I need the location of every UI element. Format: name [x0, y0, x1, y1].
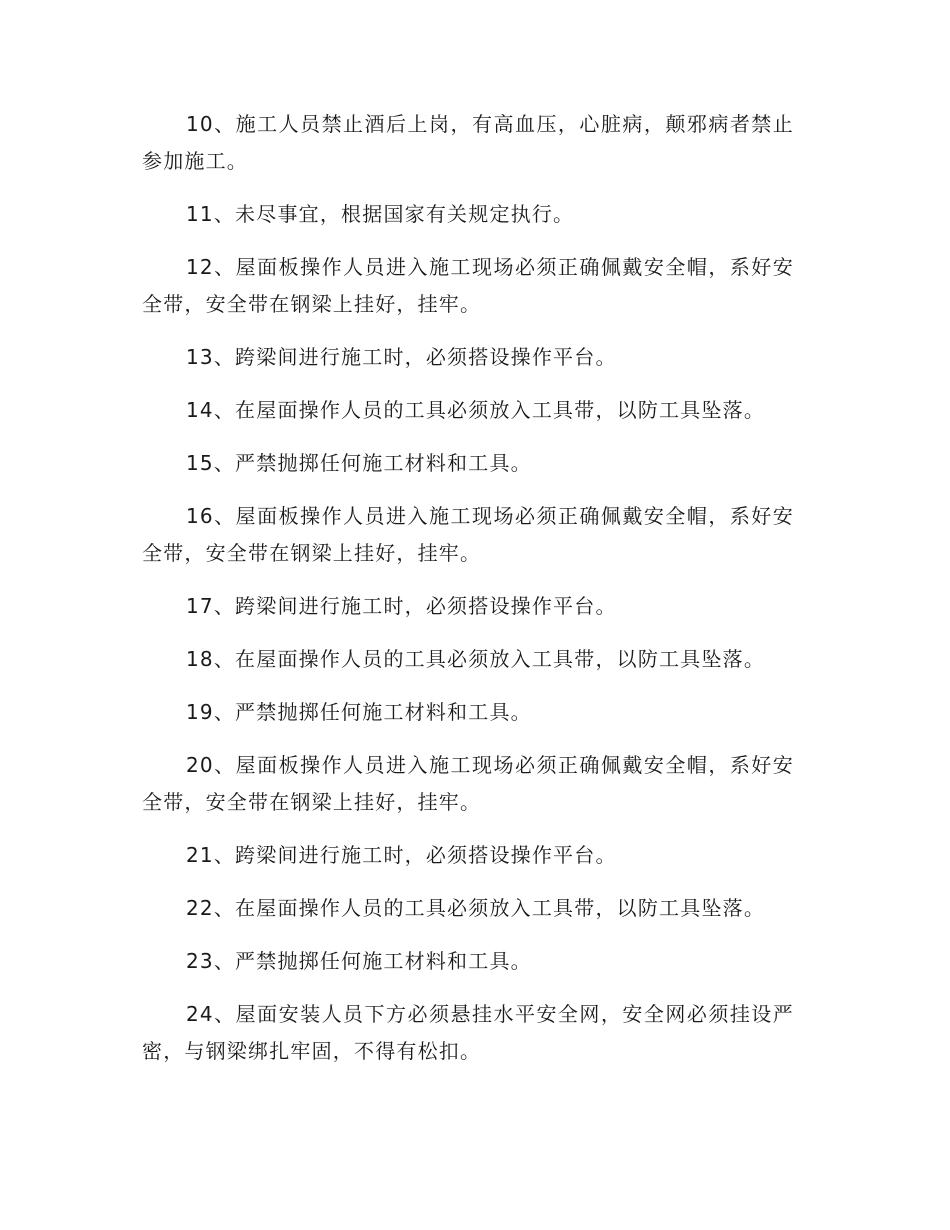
paragraph-item-13: 13、跨梁间进行施工时，必须搭设操作平台。	[186, 345, 617, 369]
paragraph-item-16: 16、屋面板操作人员进入施工现场必须正确佩戴安全帽，系好安全带，安全带在钢梁上挂好，挂牢。	[142, 504, 794, 565]
document-body	[142, 106, 794, 1086]
paragraph-item-21: 21、跨梁间进行施工时，必须搭设操作平台。	[186, 843, 617, 867]
paragraph-item-12: 12、屋面板操作人员进入施工现场必须正确佩戴安全帽，系好安全带，安全带在钢梁上挂好，挂牢。	[142, 255, 794, 316]
paragraph-item-20: 20、屋面板操作人员进入施工现场必须正确佩戴安全帽，系好安全带，安全带在钢梁上挂好，挂牢。	[142, 753, 794, 814]
paragraph-item-15: 15、严禁抛掷任何施工材料和工具。	[186, 451, 532, 475]
paragraph-item-22: 22、在屋面操作人员的工具必须放入工具带，以防工具坠落。	[186, 896, 766, 920]
paragraph-item-11: 11、未尽事宜，根据国家有关规定执行。	[186, 202, 575, 226]
paragraph-item-17: 17、跨梁间进行施工时，必须搭设操作平台。	[186, 594, 617, 618]
paragraph-item-23: 23、严禁抛掷任何施工材料和工具。	[186, 949, 532, 973]
paragraph-item-24: 24、屋面安装人员下方必须悬挂水平安全网，安全网必须挂设严密，与钢梁绑扎牢固，不得有松扣。	[142, 1002, 794, 1063]
paragraph-item-10: 10、施工人员禁止酒后上岗，有高血压，心脏病，颠邪病者禁止参加施工。	[142, 112, 794, 173]
paragraph-item-18: 18、在屋面操作人员的工具必须放入工具带，以防工具坠落。	[186, 647, 766, 671]
paragraph-item-19: 19、严禁抛掷任何施工材料和工具。	[186, 700, 532, 724]
paragraph-item-14: 14、在屋面操作人员的工具必须放入工具带，以防工具坠落。	[186, 398, 766, 422]
